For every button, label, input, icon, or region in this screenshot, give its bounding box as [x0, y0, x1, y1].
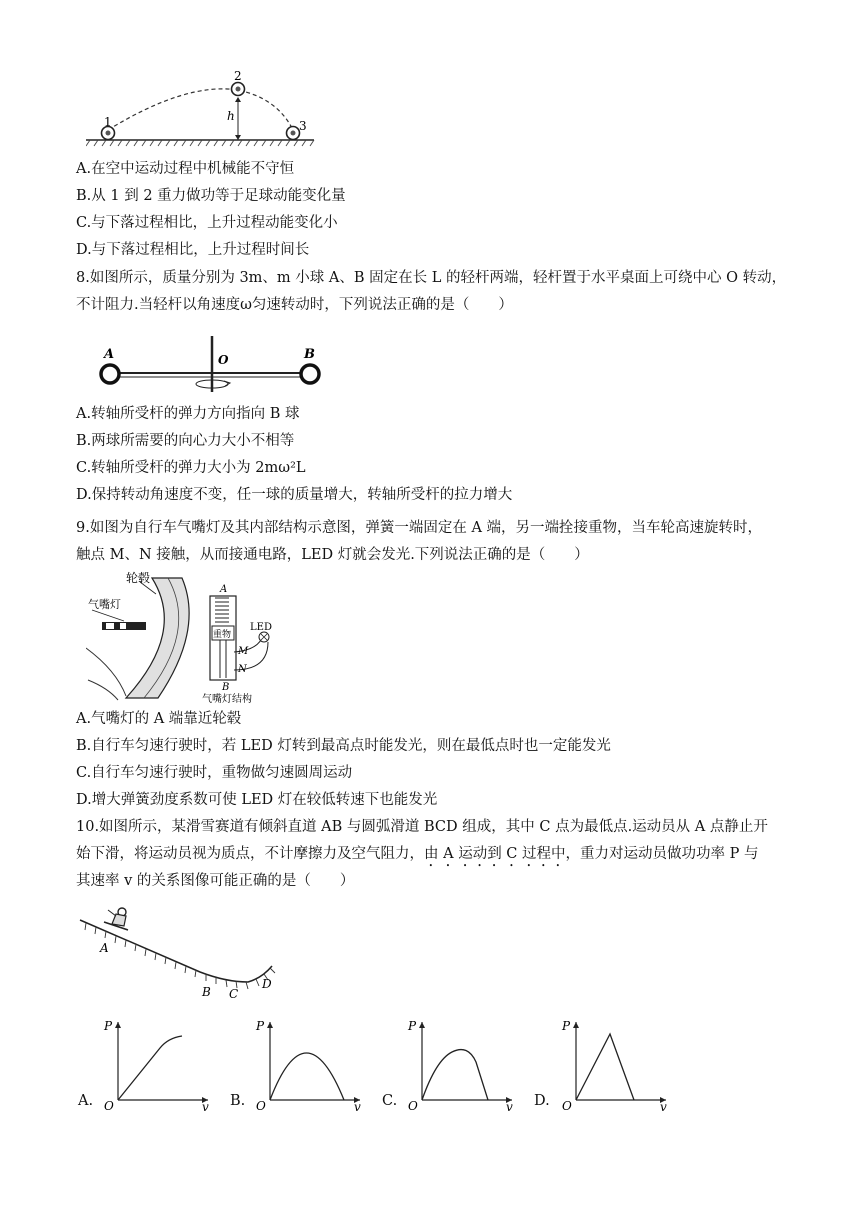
graph-c [402, 1016, 520, 1112]
choice-b: B. [230, 1093, 246, 1109]
q8-stem-line-2: 不计阻力.当轻杆以角速度ω匀速转动时，下列说法正确的是（ ） [76, 297, 513, 313]
q10-track-figure [76, 900, 286, 1002]
label-c: C [229, 987, 239, 1001]
q7-option-c: C.与下落过程相比，上升过程动能变化小 [76, 215, 338, 231]
q8-stem-line-1: 8.如图所示，质量分别为 3m、m 小球 A、B 固定在长 L 的轻杆两端，轻杆置于水平桌面上可绕中心 O 转动， [76, 270, 787, 286]
label-h: h [227, 109, 235, 123]
label-3: 3 [299, 119, 307, 133]
axis-p: P [104, 1019, 113, 1033]
axis-p: P [408, 1019, 417, 1033]
graph-a [98, 1016, 216, 1112]
label-n: N [238, 664, 247, 675]
q9-stem-line-2: 触点 M、N 接触，从而接通电路，LED 灯就会发光.下列说法正确的是（ ） [76, 547, 589, 563]
ball-2 [232, 83, 245, 96]
q9-figure [86, 570, 296, 704]
choice-c: C. [382, 1093, 398, 1109]
q10-stem-pre: 始下滑，将运动员视为质点，不计摩擦力及空气阻力， [76, 846, 424, 862]
q7-option-b: B.从 1 到 2 重力做功等于足球动能变化量 [76, 188, 346, 204]
q8-option-d: D.保持转动角速度不变，任一球的质量增大，转轴所受杆的拉力增大 [76, 487, 513, 503]
choice-a: A. [78, 1093, 94, 1109]
q7-figure [86, 68, 316, 150]
q8-figure [96, 332, 336, 394]
q10-stem-emphasis: 由 A 运动到 C 过程中 [424, 846, 566, 862]
graph-d [556, 1016, 674, 1112]
q7-option-a: A.在空中运动过程中机械能不守恒 [76, 161, 295, 177]
label-a: A [100, 941, 109, 955]
q9-option-c: C.自行车匀速行驶时，重物做匀速圆周运动 [76, 765, 353, 781]
q9-option-d: D.增大弹簧劲度系数可使 LED 灯在较低转速下也能发光 [76, 792, 438, 808]
origin-o: O [562, 1099, 572, 1112]
skier-icon [104, 908, 128, 930]
choice-d: D. [534, 1093, 550, 1109]
axis-p: P [256, 1019, 265, 1033]
ball-a [101, 365, 119, 383]
q10-stem-line-2 [76, 844, 759, 870]
origin-o: O [104, 1099, 114, 1112]
q9-option-b: B.自行车匀速行驶时，若 LED 灯转到最高点时能发光，则在最低点时也一定能发光 [76, 738, 611, 754]
label-b: B [304, 347, 315, 362]
q8-option-a: A.转轴所受杆的弹力方向指向 B 球 [76, 406, 300, 422]
label-led: LED [250, 622, 272, 633]
label-a: A [104, 347, 115, 362]
label-b: B [222, 682, 230, 693]
label-b: B [202, 985, 211, 999]
label-2: 2 [234, 69, 242, 83]
axis-p: P [562, 1019, 571, 1033]
origin-o: O [256, 1099, 266, 1112]
q9-stem-line-1: 9.如图为自行车气嘴灯及其内部结构示意图，弹簧一端固定在 A 端，另一端拴接重物，当车轮高速旋转时， [76, 520, 763, 536]
ball-b [301, 365, 319, 383]
label-hub: 轮毂 [126, 571, 151, 585]
figure-caption: 气嘴灯结构 [202, 694, 252, 704]
label-m: M [238, 646, 249, 657]
q10-stem-post: ，重力对运动员做功功率 P 与 [565, 846, 759, 862]
q7-option-d: D.与下落过程相比，上升过程时间长 [76, 242, 310, 258]
q10-stem-line-1: 10.如图所示，某滑雪赛道有倾斜直道 AB 与圆弧滑道 BCD 组成，其中 C 点为最低点.运动员从 A 点静止开 [76, 819, 768, 835]
label-lamp: 气嘴灯 [88, 598, 121, 611]
q10-stem-line-3: 其速率 v 的关系图像可能正确的是（ ） [76, 873, 355, 889]
ball-3 [287, 127, 300, 140]
axis-v: v [202, 1100, 209, 1112]
origin-o: O [408, 1099, 418, 1112]
axis-v: v [506, 1100, 513, 1112]
label-a: A [220, 584, 228, 595]
axis-v: v [660, 1100, 667, 1112]
axis-v: v [354, 1100, 361, 1112]
q9-option-a: A.气嘴灯的 A 端靠近轮毂 [76, 711, 242, 727]
label-d: D [262, 977, 272, 991]
q8-option-b: B.两球所需要的向心力大小不相等 [76, 433, 295, 449]
label-1: 1 [104, 115, 112, 129]
graph-b [250, 1016, 368, 1112]
label-o: O [218, 353, 229, 367]
label-weight: 重物 [213, 630, 232, 640]
q8-option-c: C.转轴所受杆的弹力大小为 2mω²L [76, 460, 306, 476]
